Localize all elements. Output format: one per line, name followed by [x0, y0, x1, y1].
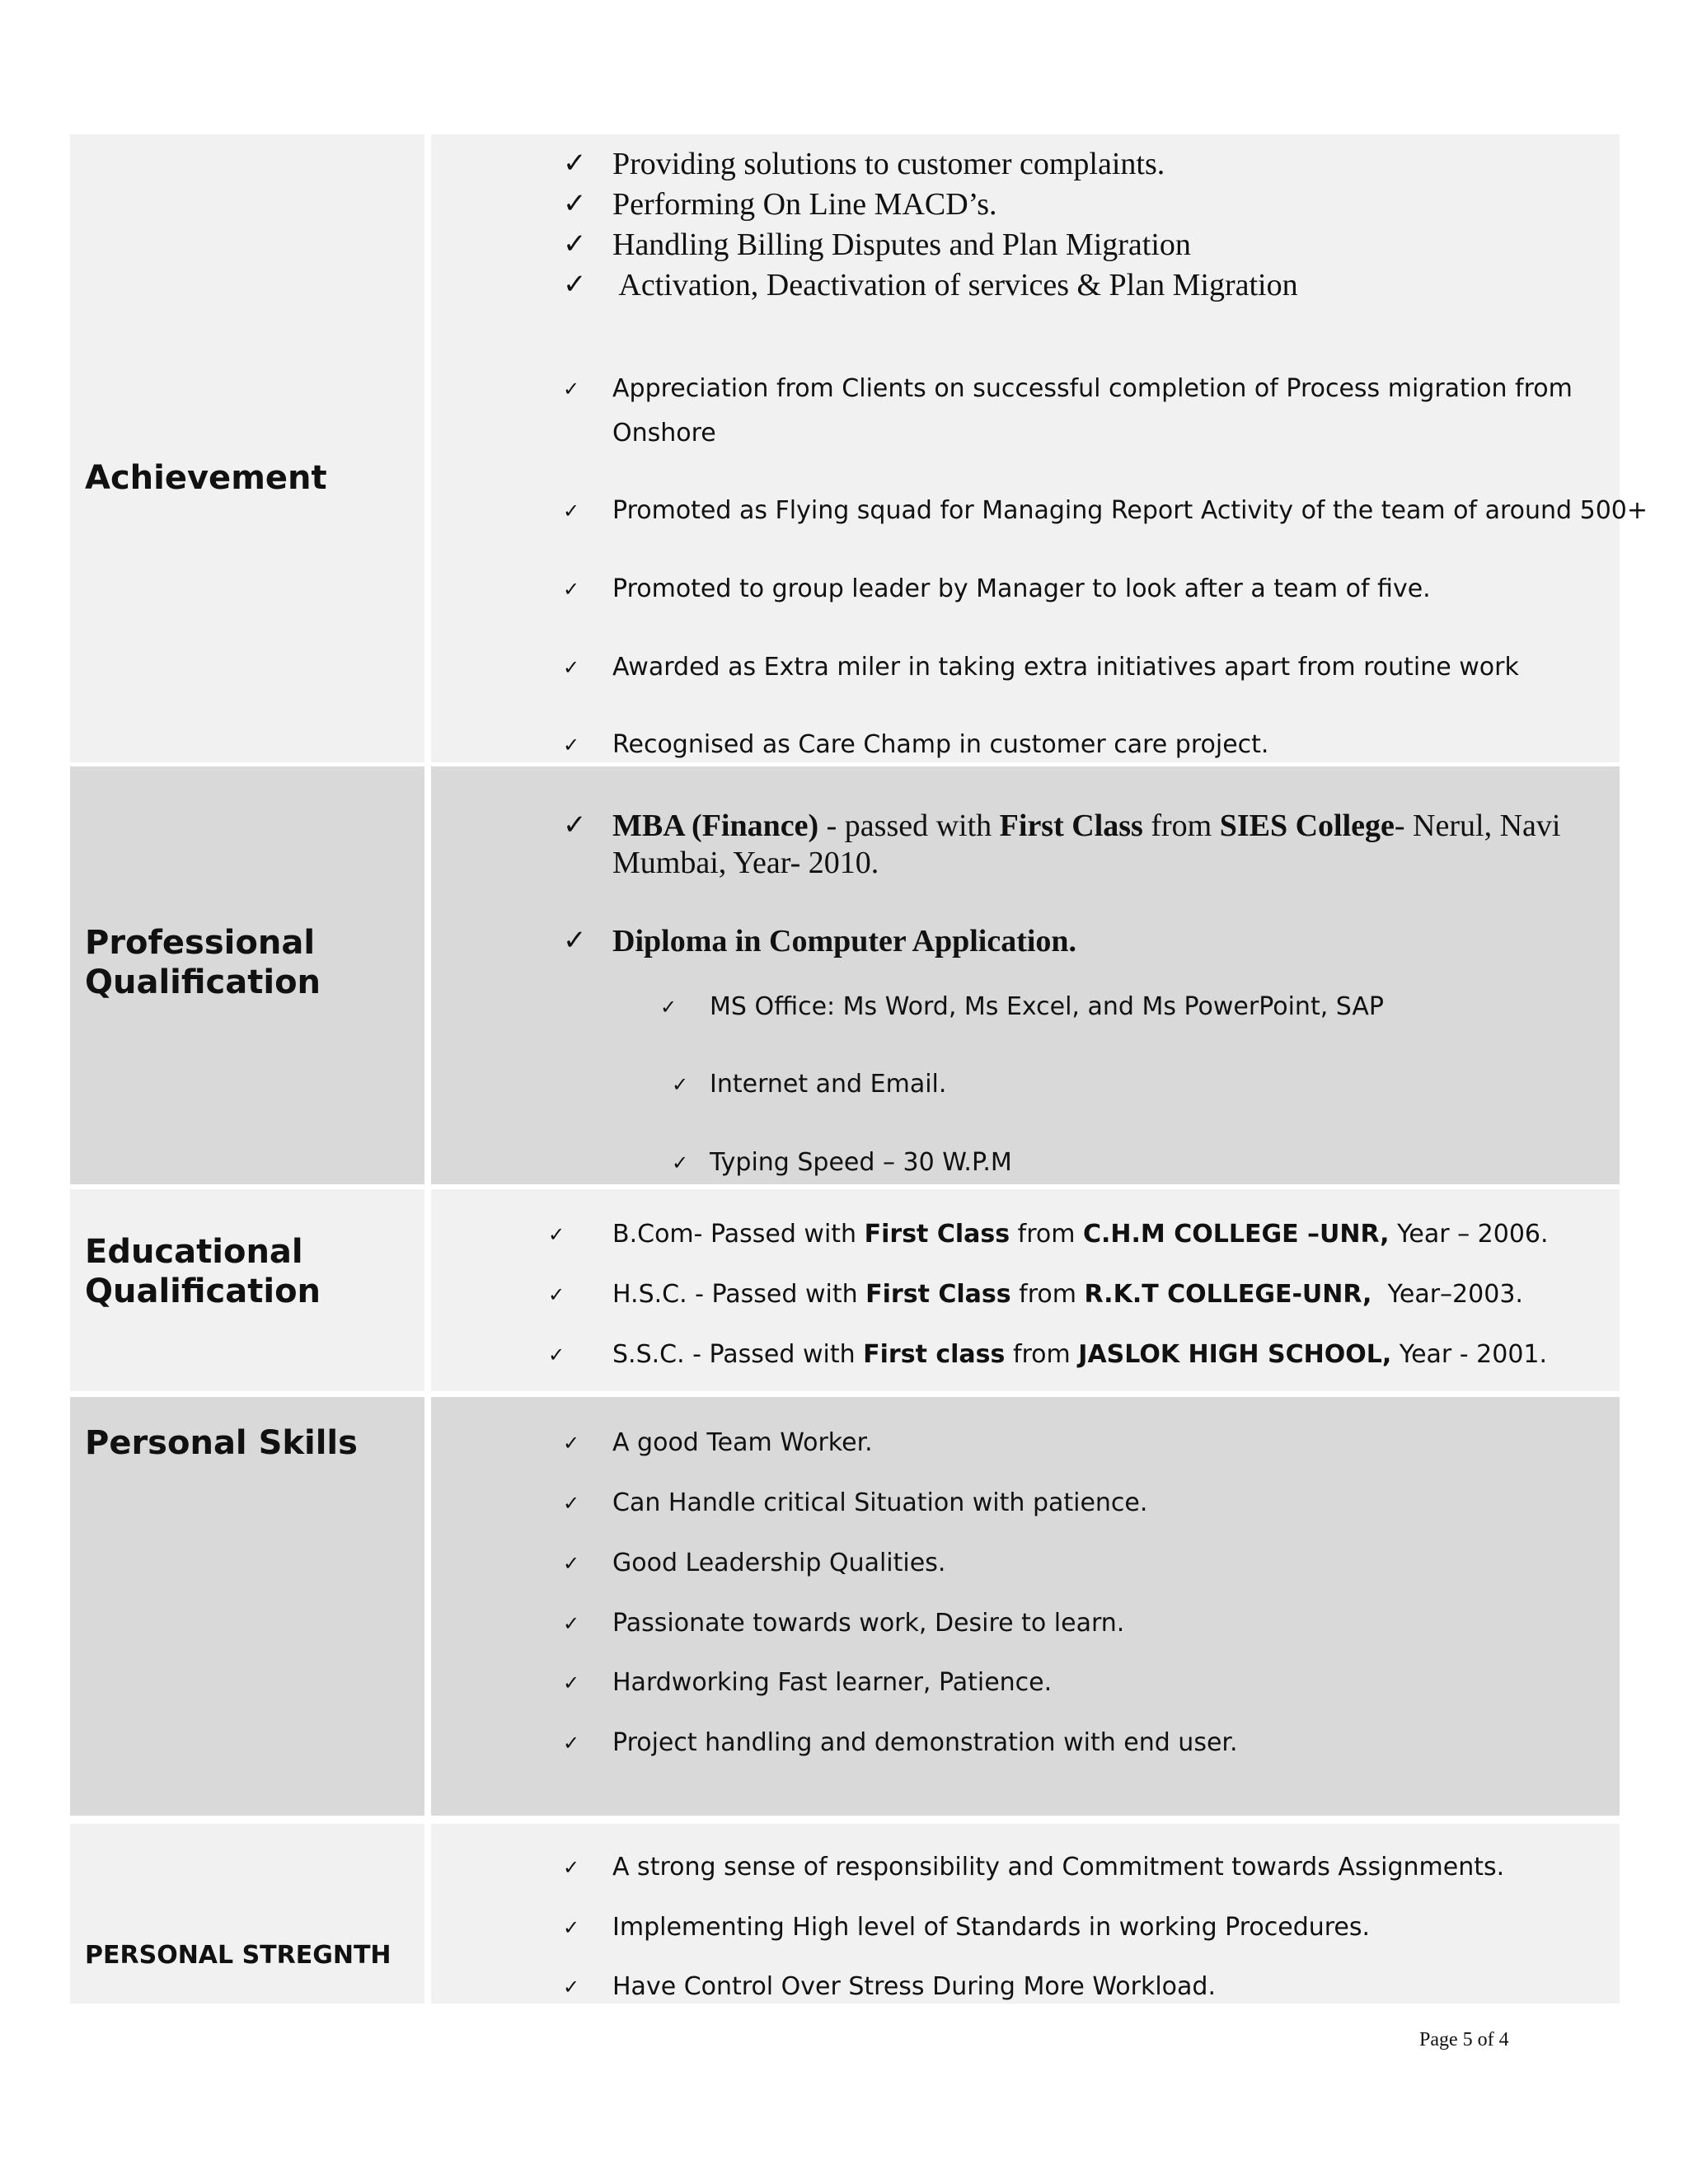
professional-heading-line1: Professional — [85, 924, 316, 962]
professional-qualification-section — [70, 766, 1620, 1184]
checkmark-icon: ✓ — [563, 1732, 580, 1755]
educational-heading-line1: Educational — [85, 1233, 303, 1271]
strength-heading: PERSONAL STREGNTH — [85, 1941, 392, 1970]
checkmark-icon: ✓ — [563, 499, 580, 523]
mba-item-continuation: Mumbai, Year- 2010. — [612, 846, 879, 880]
professional-label-cell — [70, 766, 424, 1184]
achievement-heading: Achievement — [85, 459, 327, 497]
achievement-content-cell: ✓ Providing solutions to customer complaints. ✓ Performing On Line MACD’s. ✓ Handling Billing Disputes and Plan Migration ✓ Activation, Deactivation of services & Plan Migration ✓ Appreciation from Clients on successful completion of Process migration from Onshore ✓ Promoted as Flying squad for Managing Report Activity of the team of around 500+ ✓ Promoted to group leader by Manager to look after a team of five. ✓ Awarded as Extra miler in taking extra initiatives apart from routine work ✓ Recognised as Care Champ in customer care project. — [431, 134, 1620, 762]
educational-qualification-section — [70, 1189, 1620, 1391]
educational-heading-line2: Qualification — [85, 1272, 321, 1310]
professional-content-cell: ✓ MBA (Finance) - passed with First Class from SIES College- Nerul, Navi Mumbai, Year- 2010. ✓ Diploma in Computer Application. ✓ MS Office: Ms Word, Ms Excel, and Ms PowerPoint, SAP ✓ Internet and Email. ✓ Typing Speed – 30 W.P.M — [431, 766, 1620, 1184]
checkmark-icon: ✓ — [563, 1975, 580, 1999]
checkmark-icon: ✓ — [563, 148, 587, 179]
checkmark-icon: ✓ — [563, 1492, 580, 1515]
checkmark-icon: ✓ — [563, 377, 580, 401]
mba-degree: MBA (Finance) — [612, 808, 819, 843]
personal-skills-section — [70, 1397, 1620, 1816]
checkmark-icon: ✓ — [563, 189, 587, 219]
checkmark-icon: ✓ — [548, 1283, 565, 1306]
checkmark-icon: ✓ — [672, 1073, 689, 1096]
checkmark-icon: ✓ — [563, 229, 587, 260]
checkmark-icon: ✓ — [563, 1432, 580, 1455]
checkmark-icon: ✓ — [563, 1671, 580, 1694]
checkmark-icon: ✓ — [563, 926, 587, 956]
educational-content-cell: ✓ B.Com- Passed with First Class from C.H.M COLLEGE –UNR, Year – 2006. ✓ H.S.C. - Passed with First Class from R.K.T COLLEGE-UNR, Year–2003. ✓ S.S.C. - Passed with First class from JASLOK HIGH SCHOOL, Year - 2001. — [431, 1189, 1620, 1391]
page-number: Page 5 of 4 — [1419, 2029, 1509, 2050]
achievement-label-cell — [70, 134, 424, 762]
achievement-section — [70, 134, 1648, 762]
skills-heading: Personal Skills — [85, 1424, 358, 1462]
educational-label-cell — [70, 1189, 424, 1391]
personal-strength-section — [70, 1824, 1620, 2004]
skills-label-cell — [70, 1397, 424, 1816]
professional-heading-line2: Qualification — [85, 963, 321, 1001]
checkmark-icon: ✓ — [672, 1151, 689, 1174]
checkmark-icon: ✓ — [563, 578, 580, 601]
checkmark-icon: ✓ — [563, 656, 580, 679]
checkmark-icon: ✓ — [563, 1552, 580, 1575]
strength-content-cell: ✓ A strong sense of responsibility and Commitment towards Assignments. ✓ Implementing High level of Standards in working Procedures. ✓ Have Control Over Stress During More Workload. — [431, 1824, 1620, 2004]
checkmark-icon: ✓ — [563, 733, 580, 757]
checkmark-icon: ✓ — [563, 1916, 580, 1939]
checkmark-icon: ✓ — [548, 1223, 565, 1246]
checkmark-icon: ✓ — [563, 1856, 580, 1879]
checkmark-icon: ✓ — [548, 1343, 565, 1366]
strength-label-cell — [70, 1824, 424, 2004]
checkmark-icon: ✓ — [563, 810, 587, 841]
achievement-item-continuation: Onshore — [612, 419, 716, 448]
checkmark-icon: ✓ — [660, 996, 678, 1019]
mba-class: First Class — [999, 808, 1143, 843]
checkmark-icon: ✓ — [563, 269, 587, 300]
mba-college: SIES College — [1219, 808, 1395, 843]
skills-content-cell: ✓ A good Team Worker. ✓ Can Handle critical Situation with patience. ✓ Good Leadership Qualities. ✓ Passionate towards work, Desire to learn. ✓ Hardworking Fast learner, Patience. ✓ Project handling and demonstration with end user. — [431, 1397, 1620, 1816]
checkmark-icon: ✓ — [563, 1612, 580, 1635]
